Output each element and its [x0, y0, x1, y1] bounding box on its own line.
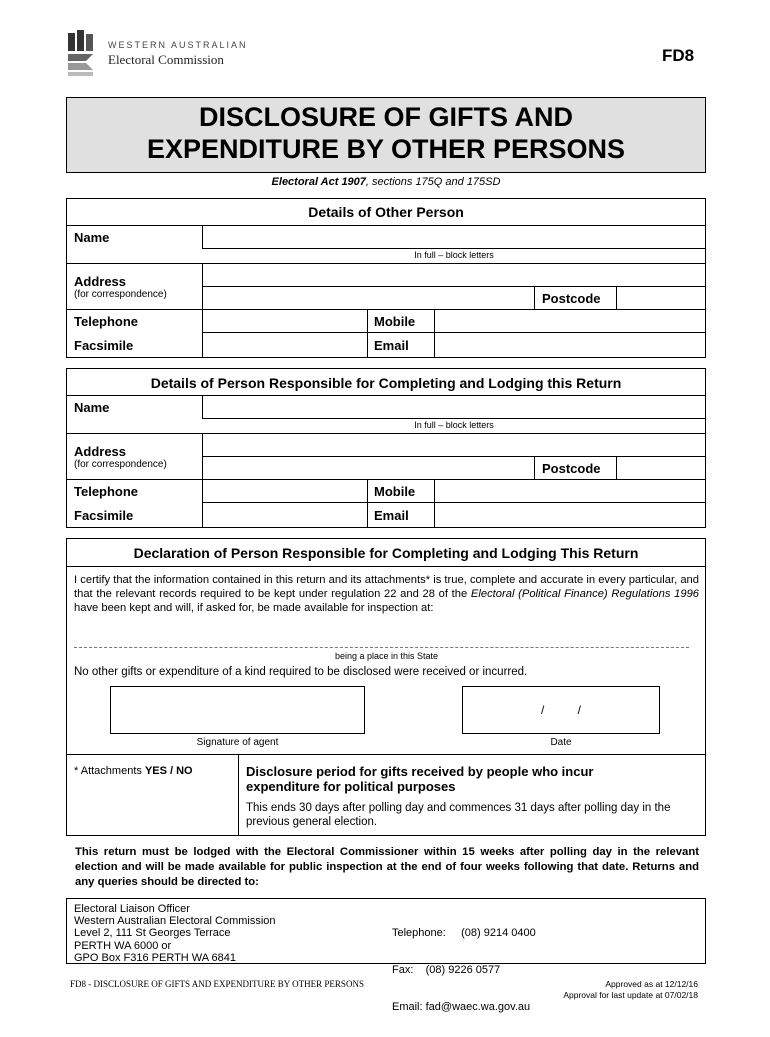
other-person-section	[66, 198, 706, 358]
divider	[67, 754, 705, 755]
attachments-label: * Attachments	[74, 765, 145, 777]
date-slashes: / /	[540, 703, 581, 717]
name-label: Name	[74, 400, 110, 415]
contact-telephone: Telephone: (08) 9214 0400	[392, 927, 536, 940]
footer-last-update: Approval for last update at 07/02/18	[563, 990, 698, 1000]
title-box	[66, 97, 706, 173]
vertical-divider	[238, 754, 239, 836]
no-other-statement: No other gifts or expenditure of a kind required to be disclosed were received or incurred.	[74, 666, 528, 678]
contact-phone	[392, 903, 536, 1037]
signature-label: Signature of agent	[196, 737, 279, 748]
attachments-yes-no	[74, 765, 193, 777]
email-field[interactable]	[434, 332, 706, 358]
declaration-section	[66, 538, 706, 836]
signature-field[interactable]	[110, 686, 365, 734]
title-line1: DISCLOSURE OF GIFTS AND	[198, 102, 573, 132]
name-hint: In full – block letters	[414, 250, 494, 260]
act-sections: , sections 175Q and 175SD	[365, 176, 501, 188]
declaration-heading: Declaration of Person Responsible for Completing and Lodging This Return	[133, 545, 639, 561]
address-hint: (for correspondence)	[74, 459, 167, 470]
title-line2: EXPENDITURE BY OTHER PERSONS	[146, 134, 626, 164]
facsimile-field[interactable]	[202, 502, 368, 528]
email-field-label-cell	[367, 332, 435, 358]
contact-email-link[interactable]: Email: fad@waec.wa.gov.au	[392, 1000, 531, 1013]
declaration-text-part1: I certify that the information contained in this return and its attachments* is true, complete and accurate in every particular, and that the relevant records required to be kept under regulation 22 and 28 of the	[74, 574, 699, 600]
contact-address-line: GPO Box F316 PERTH WA 6841	[74, 951, 237, 964]
email-field-label-cell	[367, 502, 435, 528]
postcode-label: Postcode	[542, 461, 601, 476]
org-name-line1: WESTERN AUSTRALIAN	[108, 40, 248, 50]
postcode-field[interactable]	[616, 286, 706, 310]
declaration-text-part2: have been kept and will, if asked for, be made available for inspection at:	[74, 602, 434, 614]
name-field[interactable]	[202, 395, 706, 419]
address-field-line2[interactable]	[202, 286, 535, 310]
disclosure-period-text: This ends 30 days after polling day and commences 31 days after polling day in the previous general election.	[246, 802, 671, 828]
address-hint: (for correspondence)	[74, 289, 167, 300]
attachments-options[interactable]: YES / NO	[144, 765, 193, 777]
date-label: Date	[550, 737, 572, 748]
contact-address-line: Electoral Liaison Officer	[74, 903, 190, 915]
address-field-line1[interactable]	[202, 263, 706, 287]
facsimile-label: Facsimile	[74, 338, 134, 353]
divider	[67, 566, 705, 567]
mobile-label: Mobile	[374, 484, 416, 499]
name-label: Name	[74, 230, 110, 245]
act-reference	[66, 176, 706, 188]
email-field[interactable]	[434, 502, 706, 528]
mobile-field[interactable]	[434, 309, 706, 333]
contact-address	[74, 903, 276, 964]
responsible-person-heading: Details of Person Responsible for Completing and Lodging this Return	[150, 375, 622, 391]
facsimile-field[interactable]	[202, 332, 368, 358]
name-hint: In full – block letters	[414, 420, 494, 430]
mobile-field[interactable]	[434, 479, 706, 503]
form-code: FD8	[662, 46, 695, 65]
date-field[interactable]	[462, 686, 660, 734]
address-field-line1[interactable]	[202, 433, 706, 457]
contact-address-line: Western Australian Electoral Commission	[74, 915, 276, 928]
address-field-line2[interactable]	[202, 456, 535, 480]
lodgement-notice: This return must be lodged with the Electoral Commissioner within 15 weeks after polling day in the relevant election and will be made available for public inspection at the end of four weeks following that date. Returns and any queries should be directed to:	[75, 846, 699, 888]
responsible-person-section	[66, 368, 706, 528]
contact-fax: Fax: (08) 9226 0577	[392, 964, 501, 977]
declaration-text	[74, 573, 699, 615]
inspection-place-field[interactable]	[74, 637, 689, 648]
place-hint: being a place in this State	[334, 651, 439, 661]
footer-approved: Approved as at 12/12/16	[605, 979, 698, 989]
mobile-field-label-cell	[367, 479, 435, 503]
waec-logo	[66, 30, 100, 76]
disclosure-period-heading: Disclosure period for gifts received by people who incur expenditure for political purposes	[246, 764, 594, 794]
telephone-label: Telephone	[74, 314, 139, 329]
mobile-label: Mobile	[374, 314, 416, 329]
telephone-label: Telephone	[74, 484, 139, 499]
telephone-field[interactable]	[202, 479, 368, 503]
contact-address-line: Level 2, 111 St Georges Terrace	[74, 927, 231, 940]
postcode-field[interactable]	[616, 456, 706, 480]
facsimile-label: Facsimile	[74, 508, 134, 523]
telephone-field[interactable]	[202, 309, 368, 333]
address-label: Address	[74, 274, 127, 289]
address-label: Address	[74, 444, 127, 459]
email-label: Email	[374, 338, 409, 353]
footer-form-title: FD8 - DISCLOSURE OF GIFTS AND EXPENDITURE BY OTHER PERSONS	[70, 979, 364, 989]
org-name-line2: Electoral Commission	[108, 52, 224, 67]
contact-address-line: PERTH WA 6000 or	[74, 939, 172, 952]
other-person-heading: Details of Other Person	[308, 204, 464, 220]
regulations-name: Electoral (Political Finance) Regulations 1996	[470, 588, 700, 600]
postcode-label: Postcode	[542, 291, 601, 306]
act-name: Electoral Act 1907	[271, 176, 366, 188]
email-label: Email	[374, 508, 409, 523]
mobile-field-label-cell	[367, 309, 435, 333]
name-field[interactable]	[202, 225, 706, 249]
